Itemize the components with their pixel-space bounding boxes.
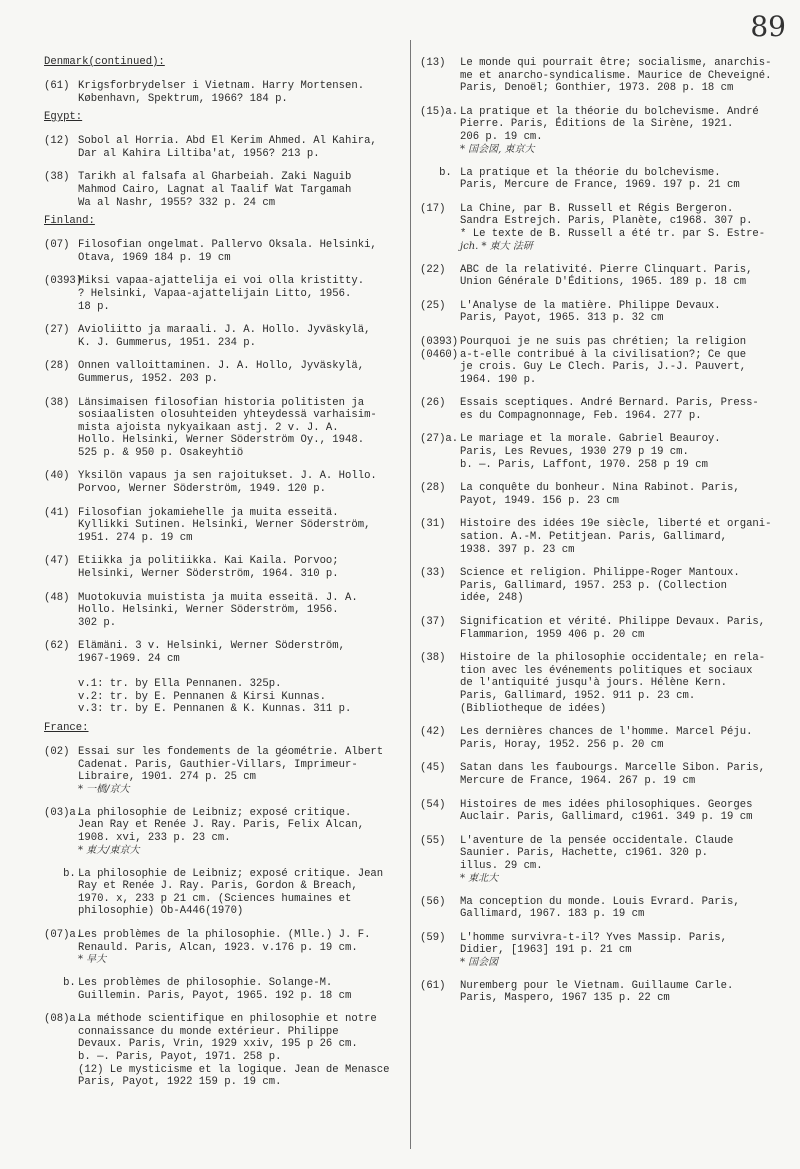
entry-line: Jean Ray et Renée J. Ray. Paris, Felix Alcan, xyxy=(78,819,365,832)
entry-line: me et anarcho-syndicalisme. Maurice de Cheveigné. xyxy=(460,69,772,82)
entry-body xyxy=(78,135,409,160)
bibliography-entry xyxy=(420,300,792,325)
entry-line: Histoire de la philosophie occidentale; en rela- xyxy=(460,652,766,665)
entry-line: Miksi vapaa-ajattelija ei voi olla kristitty. xyxy=(78,275,365,288)
entry-number: (0393) (0460) xyxy=(420,335,459,361)
entry-number: (0393) xyxy=(44,275,83,288)
entry-line: Sobol al Horria. Abd El Kerim Ahmed. Al Kahira, xyxy=(78,135,377,148)
entry-line: connaissance du monde extérieur. Philippe xyxy=(78,1025,339,1038)
entry-line: Ma conception du monde. Louis Evrard. Paris, xyxy=(460,895,740,908)
entry-number: (40) xyxy=(44,470,70,483)
entry-line: Signification et vérité. Philippe Devaux. Paris, xyxy=(460,616,766,628)
bibliography-entry xyxy=(44,470,409,495)
entry-number: (61) xyxy=(420,979,446,992)
entry-body xyxy=(460,264,792,289)
bibliography-entry xyxy=(420,799,792,824)
entry-line: Les dernières chances de l'homme. Marcel Péju. xyxy=(460,726,753,739)
entry-number: (28) xyxy=(420,482,446,495)
entry-line: ? Helsinki, Vapaa-ajattelijain Litto, 1956. xyxy=(78,287,352,300)
entry-number: (07)a. xyxy=(44,928,83,941)
entry-number: (38) xyxy=(44,396,70,409)
entry-line: * Le texte de B. Russell a été tr. par S. Estre- xyxy=(460,227,766,240)
bibliography-entry xyxy=(420,616,792,641)
entry-number: (45) xyxy=(420,762,446,775)
entry-line: Cadenat. Paris, Gauthier-Villars, Imprimeur- xyxy=(78,758,358,771)
entry-body xyxy=(460,300,792,325)
entry-number: (03)a. xyxy=(44,806,83,819)
entry-body xyxy=(460,57,792,95)
entry-line: La Chine, par B. Russell et Régis Bergeron. xyxy=(460,202,734,215)
entry-line: Paris, Payot, 1965. 313 p. 32 cm xyxy=(460,312,664,325)
entry-number: (27)a. xyxy=(420,433,459,446)
entry-body xyxy=(460,726,792,751)
entry-number: (27) xyxy=(44,324,70,337)
entry-body xyxy=(78,397,409,460)
entry-line: Renauld. Paris, Alcan, 1923. v.176 p. 19 cm. xyxy=(78,941,358,954)
entry-body xyxy=(78,807,409,857)
entry-line: je crois. Guy Le Clech. Paris, J.-J. Pauvert, xyxy=(460,361,747,374)
entry-line: Etiikka ja politiikka. Kai Kaila. Porvoo; xyxy=(78,555,339,568)
bibliography-entry xyxy=(44,977,409,1002)
entry-line: Science et religion. Philippe-Roger Mantoux. xyxy=(460,567,740,580)
entry-number: (22) xyxy=(420,263,446,276)
bibliography-entry xyxy=(44,507,409,545)
entry-line: La pratique et la théorie du bolchevisme. xyxy=(460,166,721,179)
entry-line: Krigsforbrydelser i Vietnam. Harry Mortensen. xyxy=(78,80,365,92)
entry-number: (07) xyxy=(44,239,70,252)
bibliography-entry xyxy=(420,980,792,1005)
bibliography-entry xyxy=(420,203,792,253)
entry-line: v.2: tr. by E. Pennanen & Kirsi Kunnas. xyxy=(78,690,326,703)
entry-line: Pourquoi je ne suis pas chrétien; la religion xyxy=(460,335,747,348)
entry-line: Gallimard, 1967. 183 p. 19 cm xyxy=(460,908,645,921)
entry-body xyxy=(78,640,409,716)
entry-number: (08)a. xyxy=(44,1013,83,1026)
entry-number: (31) xyxy=(420,518,446,531)
right-column xyxy=(420,46,792,1005)
entry-number: (12) xyxy=(44,135,70,148)
entry-line: v.1: tr. by Ella Pennanen. 325p. xyxy=(78,678,282,691)
entry-body xyxy=(460,762,792,787)
entry-number: b. xyxy=(44,977,76,990)
entry-line: Dar al Kahira Liltiba'at, 1956? 213 p. xyxy=(78,147,320,160)
bibliography-entry xyxy=(44,807,409,857)
entry-line: Les problèmes de la philosophie. (Mlle.) J. F. xyxy=(78,928,371,941)
entry-number: (48) xyxy=(44,591,70,604)
entry-line: * 東大/東京大 xyxy=(78,844,140,856)
entry-line: ABC de la relativité. Pierre Clinquart. Paris, xyxy=(460,263,753,276)
entry-line: Hollo. Helsinki, Werner Söderström, 1956. xyxy=(78,604,339,617)
entry-body xyxy=(460,518,792,556)
entry-number: (26) xyxy=(420,397,446,410)
entry-body xyxy=(78,171,409,209)
entry-body xyxy=(460,482,792,507)
bibliography-entry xyxy=(44,555,409,580)
entry-line: Porvoo, Werner Söderström, 1949. 120 p. xyxy=(78,483,326,496)
entry-line: 525 p. & 950 p. Osakeyhtiö xyxy=(78,446,244,459)
entry-line: Le mariage et la morale. Gabriel Beauroy. xyxy=(460,433,721,446)
entry-line: b. —. Paris, Laffont, 1970. 258 p 19 cm xyxy=(460,458,708,471)
entry-line: La méthode scientifique en philosophie et notre xyxy=(78,1013,377,1026)
entry-line: * 一橋/京大 xyxy=(78,783,130,795)
entry-line: Elämäni. 3 v. Helsinki, Werner Söderström, xyxy=(78,640,346,653)
bibliography-entry xyxy=(420,932,792,969)
entry-line xyxy=(78,666,409,679)
entry-line: Yksilön vapaus ja sen rajoitukset. J. A. Hollo. xyxy=(78,470,377,483)
entry-line: Nuremberg pour le Vietnam. Guillaume Carle. xyxy=(460,979,734,992)
entry-line: 18 p. xyxy=(78,300,110,313)
entry-line: Flammarion, 1959 406 p. 20 cm xyxy=(460,628,645,641)
entry-line: b. —. Paris, Payot, 1971. 258 p. xyxy=(78,1051,282,1064)
entry-line: Paris, Gallimard, 1952. 911 p. 23 cm. xyxy=(460,689,696,702)
entry-line: Länsimaisen filosofian historia politisten ja xyxy=(78,396,365,409)
entry-number: (02) xyxy=(44,745,70,758)
bibliography-entry xyxy=(420,106,792,156)
bibliography-entry xyxy=(44,360,409,385)
entry-body xyxy=(78,80,409,105)
entry-body xyxy=(78,1013,409,1089)
entry-line: La conquête du bonheur. Nina Rabinot. Paris, xyxy=(460,482,740,495)
left-column xyxy=(44,50,409,1089)
section-heading: Denmark(continued): xyxy=(44,56,165,68)
section-heading: Finland: xyxy=(44,215,95,228)
entry-line: Mahmod Cairo, Lagnat al Taalif Wat Targamah xyxy=(78,183,352,196)
entry-line: (12) Le mysticisme et la logique. Jean de Menasce xyxy=(78,1063,390,1076)
entry-body xyxy=(460,980,792,1005)
entry-line: de l'antiquité jusqu'à jours. Hélène Kern. xyxy=(460,677,728,690)
entry-line: Mercure de France, 1964. 267 p. 19 cm xyxy=(460,774,696,787)
entry-number: (28) xyxy=(44,360,70,373)
entry-line: Devaux. Paris, Vrin, 1929 xxiv, 195 p 26 cm. xyxy=(78,1038,358,1051)
entry-line: Tarikh al falsafa al Gharbeiah. Zaki Naguib xyxy=(78,171,352,184)
column-divider xyxy=(410,40,411,1149)
entry-line: La pratique et la théorie du bolchevisme. André xyxy=(460,105,759,118)
bibliography-entry xyxy=(44,80,409,105)
bibliography-entry xyxy=(420,482,792,507)
entry-line: Avioliitto ja maraali. J. A. Hollo. Jyväskylä, xyxy=(78,324,371,337)
section-heading: France: xyxy=(44,721,89,734)
entry-line: Paris, Gallimard, 1957. 253 p. (Collection xyxy=(460,579,728,592)
entry-line: a-t-elle contribué à la civilisation?; Ce que xyxy=(460,348,747,361)
entry-number: (54) xyxy=(420,798,446,811)
entry-line: Payot, 1949. 156 p. 23 cm xyxy=(460,494,619,507)
entry-body xyxy=(460,616,792,641)
bibliography-entry xyxy=(420,336,792,386)
entry-body xyxy=(78,868,409,918)
entry-line: Otava, 1969 184 p. 19 cm xyxy=(78,251,231,264)
entry-line: Paris, Mercure de France, 1969. 197 p. 21 cm xyxy=(460,179,740,192)
entry-line: jch. * 東大 法研 xyxy=(460,240,533,252)
bibliography-entry xyxy=(420,167,792,192)
entry-line: Paris, Horay, 1952. 256 p. 20 cm xyxy=(460,738,664,751)
entry-line: sosiaalisten olosuhteiden yhteydessä varhaisim- xyxy=(78,409,377,422)
entry-line: Essai sur les fondements de la géométrie. Albert xyxy=(78,745,384,758)
entry-line: Libraire, 1901. 274 p. 25 cm xyxy=(78,771,257,784)
entry-body xyxy=(460,799,792,824)
bibliography-entry xyxy=(420,567,792,605)
entry-line: illus. 29 cm. xyxy=(460,859,543,872)
entry-body xyxy=(78,239,409,264)
entry-line: Sandra Estrejch. Paris, Planète, c1968. 307 p. xyxy=(460,215,753,228)
entry-number: (42) xyxy=(420,726,446,739)
bibliography-entry xyxy=(44,1013,409,1089)
entry-line: * 国会図 xyxy=(460,956,499,968)
entry-line: 1970. x, 233 p 21 cm. (Sciences humaines et xyxy=(78,892,352,905)
section-heading: Egypt: xyxy=(44,111,83,124)
bibliography-entry xyxy=(420,762,792,787)
entry-line: Wa al Nashr, 1955? 332 p. 24 cm xyxy=(78,196,276,209)
bibliography-entry xyxy=(44,868,409,918)
entry-body xyxy=(78,324,409,349)
bibliography-entry xyxy=(420,57,792,95)
entry-body xyxy=(460,896,792,921)
entry-line: L'Analyse de la matière. Philippe Devaux. xyxy=(460,299,721,312)
entry-body xyxy=(460,932,792,969)
entry-line: v.3: tr. by E. Pennanen & K. Kunnas. 311 p. xyxy=(78,703,352,716)
entry-number: (47) xyxy=(44,555,70,568)
bibliography-entry xyxy=(44,324,409,349)
entry-line: Ray et Renée J. Ray. Paris, Gordon & Breach, xyxy=(78,880,358,893)
entry-body xyxy=(460,397,792,422)
entry-line: es du Compagnonnage, Feb. 1964. 277 p. xyxy=(460,409,702,422)
entry-number: (61) xyxy=(44,80,70,92)
page-number: 89 xyxy=(750,10,786,43)
entry-number: (56) xyxy=(420,895,446,908)
entry-line: Histoire des idées 19e siècle, liberté et organi- xyxy=(460,518,772,531)
entry-line: L'aventure de la pensée occidentale. Claude xyxy=(460,834,734,847)
entry-line: 1964. 190 p. xyxy=(460,373,537,386)
entry-number: (38) xyxy=(420,652,446,665)
entry-line: Kyllikki Sutinen. Helsinki, Werner Söderström, xyxy=(78,519,371,532)
bibliography-entry xyxy=(44,171,409,209)
entry-body xyxy=(78,746,409,796)
entry-line: K. J. Gummerus, 1951. 234 p. xyxy=(78,336,257,349)
entry-line: philosophie) Ob-A446(1970) xyxy=(78,905,244,918)
entry-body xyxy=(460,106,792,156)
entry-body xyxy=(460,433,792,471)
entry-line: 1967-1969. 24 cm xyxy=(78,653,180,665)
entry-line: sation. A.-M. Petitjean. Paris, Gallimard, xyxy=(460,531,728,544)
entry-number: (38) xyxy=(44,171,70,184)
entry-line: Le monde qui pourrait être; socialisme, anarchis- xyxy=(460,57,772,69)
entry-line: Helsinki, Werner Söderström, 1964. 310 p. xyxy=(78,568,339,581)
entry-number: (37) xyxy=(420,616,446,628)
entry-line: La philosophie de Leibniz; exposé critique. Jean xyxy=(78,867,384,880)
entry-number: (13) xyxy=(420,57,446,69)
bibliography-entry xyxy=(420,896,792,921)
entry-line: Essais sceptiques. André Bernard. Paris, Press- xyxy=(460,397,759,410)
bibliography-entry xyxy=(44,397,409,460)
bibliography-entry xyxy=(44,275,409,313)
entry-number: (25) xyxy=(420,299,446,312)
entry-line: 302 p. xyxy=(78,616,117,629)
entry-line: Histoires de mes idées philosophiques. Georges xyxy=(460,798,753,811)
entry-body xyxy=(460,652,792,715)
bibliography-entry xyxy=(420,433,792,471)
entry-body xyxy=(460,835,792,885)
entry-number: (55) xyxy=(420,834,446,847)
entry-line: Union Générale D'Éditions, 1965. 189 p. 18 cm xyxy=(460,276,747,289)
entry-body xyxy=(460,203,792,253)
entry-line: Paris, Les Revues, 1930 279 p 19 cm. xyxy=(460,446,689,459)
bibliography-entry xyxy=(420,264,792,289)
entry-number: (41) xyxy=(44,506,70,519)
entry-line: tion avec les événements politiques et sociaux xyxy=(460,664,753,677)
entry-number: (15)a. xyxy=(420,105,459,118)
entry-body xyxy=(78,592,409,630)
bibliography-entry xyxy=(44,135,409,160)
entry-line: Onnen valloittaminen. J. A. Hollo, Jyväskylä, xyxy=(78,360,365,373)
bibliography-entry xyxy=(420,397,792,422)
bibliography-entry xyxy=(44,746,409,796)
bibliography-entry xyxy=(420,726,792,751)
entry-line: * 国会図, 東京大 xyxy=(460,143,535,155)
entry-line: Les problèmes de philosophie. Solange-M. xyxy=(78,977,333,990)
entry-line: Auclair. Paris, Gallimard, c1961. 349 p. 19 cm xyxy=(460,811,753,824)
bibliography-entry xyxy=(44,239,409,264)
bibliography-entry xyxy=(44,929,409,966)
entry-line: Didier, [1963] 191 p. 21 cm xyxy=(460,944,632,957)
entry-body xyxy=(78,470,409,495)
entry-line: Paris, Payot, 1922 159 p. 19 cm. xyxy=(78,1076,282,1089)
entry-line: 1908. xvi, 233 p. 23 cm. xyxy=(78,831,231,844)
entry-line: Saunier. Paris, Hachette, c1961. 320 p. xyxy=(460,847,708,860)
bibliography-entry xyxy=(420,518,792,556)
entry-line: Filosofian ongelmat. Pallervo Oksala. Helsinki, xyxy=(78,239,377,252)
entry-line: Muotokuvia muistista ja muita esseitä. J. A. xyxy=(78,591,358,604)
entry-number: (17) xyxy=(420,202,446,215)
entry-line: * 東北大 xyxy=(460,872,499,884)
entry-line: mista ajoista nykyaikaan astj. 2 v. J. A. xyxy=(78,421,339,434)
entry-line: (Bibliotheque de idées) xyxy=(460,702,607,715)
entry-line: Filosofian jokamiehelle ja muita esseitä. xyxy=(78,506,339,519)
entry-line: Hollo. Helsinki, Werner Söderström Oy., 1948. xyxy=(78,434,365,447)
entry-body xyxy=(460,567,792,605)
entry-number: (33) xyxy=(420,567,446,580)
entry-line: 206 p. 19 cm. xyxy=(460,130,543,143)
entry-body xyxy=(78,275,409,313)
entry-body xyxy=(78,507,409,545)
entry-line: 1938. 397 p. 23 cm xyxy=(460,543,575,556)
entry-line: idée, 248) xyxy=(460,592,524,605)
entry-line: Guillemin. Paris, Payot, 1965. 192 p. 18 cm xyxy=(78,989,352,1002)
entry-line: København, Spektrum, 1966? 184 p. xyxy=(78,92,288,105)
entry-number: b. xyxy=(420,166,452,179)
entry-line: La philosophie de Leibniz; exposé critique. xyxy=(78,806,352,819)
entry-body xyxy=(78,360,409,385)
entry-number: b. xyxy=(44,867,76,880)
bibliography-entry xyxy=(44,592,409,630)
entry-line: Paris, Denoël; Gonthier, 1973. 208 p. 18 cm xyxy=(460,82,734,95)
entry-line: Paris, Maspero, 1967 135 p. 22 cm xyxy=(460,992,670,1005)
entry-line: L'homme survivra-t-il? Yves Massip. Paris, xyxy=(460,931,728,944)
entry-body xyxy=(78,929,409,966)
entry-line: Satan dans les faubourgs. Marcelle Sibon. Paris, xyxy=(460,762,766,775)
bibliography-entry xyxy=(420,835,792,885)
entry-line: Pierre. Paris, Éditions de la Sirène, 1921. xyxy=(460,118,734,131)
entry-line: 1951. 274 p. 19 cm xyxy=(78,531,193,544)
entry-line: Gummerus, 1952. 203 p. xyxy=(78,372,218,385)
entry-body xyxy=(460,167,792,192)
bibliography-entry xyxy=(420,652,792,715)
entry-line: * 早大 xyxy=(78,954,107,966)
entry-body xyxy=(460,336,792,386)
bibliography-entry xyxy=(44,640,409,716)
entry-body xyxy=(78,555,409,580)
entry-number: (59) xyxy=(420,931,446,944)
entry-body xyxy=(78,977,409,1002)
entry-number: (62) xyxy=(44,640,70,653)
